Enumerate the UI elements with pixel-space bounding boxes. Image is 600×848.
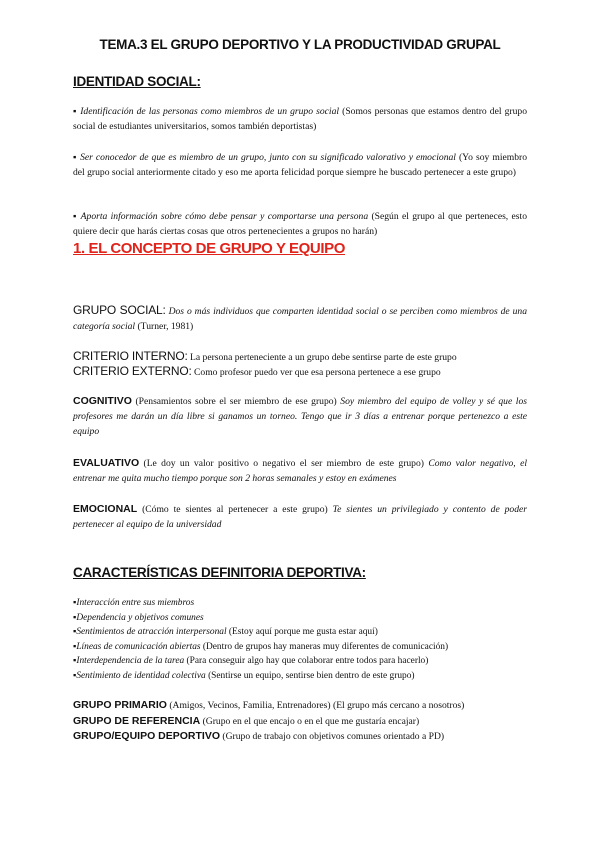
- caracteristicas-heading: CARACTERÍSTICAS DEFINITORIA DEPORTIVA:: [73, 565, 366, 580]
- identidad-item-2-rest: (Yo soy miembro del grupo social anteriormente citado y eso me aporta felicidad porque siempre he buscado pertenecer a este grupo): [73, 152, 527, 178]
- identidad-item-1-italic: Identificación de las personas como miembros de un grupo social: [80, 106, 340, 117]
- bullet: ▪: [73, 152, 78, 163]
- criterio-externo-text: Como profesor puedo ver que esa persona pertenece a ese grupo: [191, 367, 441, 378]
- grupo-social-definition: [73, 303, 527, 334]
- document-title: TEMA.3 EL GRUPO DEPORTIVO Y LA PRODUCTIVIDAD GRUPAL: [99, 37, 501, 52]
- list-item: ▪ Interdependencia de la tarea (Para conseguir algo hay que colaborar entre todos para hacerlo): [73, 654, 448, 669]
- emocional-label: EMOCIONAL: [73, 503, 138, 515]
- list-item: ▪ Sentimientos de atracción interpersonal (Estoy aquí porque me gusta estar aquí): [73, 625, 448, 640]
- list-item: ▪ Sentimiento de identidad colectiva (Sentirse un equipo, sentirse bien dentro de este grupo): [73, 669, 448, 684]
- cognitivo-italic: Soy miembro del equipo de volley y sé que los profesores me darán un día libre si ganamos un torneo. Tengo que ir 3 días a entrenar porque pertenezco a este equipo: [73, 396, 527, 437]
- criterio-interno-label: CRITERIO INTERNO:: [73, 349, 188, 363]
- grupo-social-rest: (Turner, 1981): [135, 321, 194, 332]
- grupo-social-label: GRUPO SOCIAL:: [73, 303, 166, 317]
- emocional-text: (Cómo te sientes al pertenecer a este grupo): [137, 504, 333, 515]
- emocional-italic: Te sientes un privilegiado y contento de poder pertenecer al equipo de la universidad: [73, 504, 527, 530]
- list-item: ▪ Interacción entre sus miembros: [73, 596, 448, 611]
- identidad-item-1-rest: (Somos personas que estamos dentro del grupo social de estudiantes universitarios, somos también deportistas): [73, 106, 528, 132]
- identidad-item-2-italic: Ser conocedor de que es miembro de un grupo, junto con su significado valorativo y emocional: [80, 152, 456, 163]
- evaluativo-text: (Le doy un valor positivo o negativo el ser miembro de este grupo): [139, 458, 429, 469]
- identidad-item-3-italic: Aporta información sobre cómo debe pensar y comportarse una persona: [80, 211, 369, 222]
- evaluativo-label: EVALUATIVO: [73, 457, 140, 469]
- criterio-interno: [73, 349, 533, 365]
- caracteristicas-list: [73, 596, 448, 684]
- group-type-deportivo: GRUPO/EQUIPO DEPORTIVO (Grupo de trabajo con objetivos comunes orientado a PD): [73, 730, 445, 742]
- identidad-item-3: [73, 209, 527, 239]
- identidad-item-2: [73, 150, 527, 180]
- cognitivo-block: [73, 394, 527, 439]
- criterio-interno-text: La persona perteneciente a un grupo debe sentirse parte de este grupo: [187, 352, 457, 363]
- evaluativo-italic: Como valor negativo, el entrenar me quita mucho tiempo porque son 2 horas semanales y estoy en exámenes: [73, 458, 527, 484]
- group-type-referencia: GRUPO DE REFERENCIA (Grupo en el que encajo o en el que me gustaría encajar): [73, 714, 420, 727]
- group-type-primario: GRUPO PRIMARIO (Amigos, Vecinos, Familia, Entrenadores) (El grupo más cercano a nosotros): [73, 699, 465, 711]
- identidad-item-1: [73, 104, 527, 134]
- list-item: ▪ Dependencia y objetivos comunes: [73, 611, 448, 626]
- identidad-heading: IDENTIDAD SOCIAL:: [73, 74, 201, 89]
- identidad-item-3-rest: (Según el grupo al que perteneces, esto quiere decir que harás ciertas cosas que otros pertenecientes a grupos no harán): [73, 211, 527, 237]
- emocional-block: [73, 502, 527, 532]
- bullet: ▪: [73, 106, 78, 117]
- criterio-externo: [73, 364, 533, 380]
- bullet: ▪: [73, 211, 78, 222]
- evaluativo-block: [73, 456, 527, 486]
- criterio-externo-label: CRITERIO EXTERNO:: [73, 364, 192, 378]
- list-item: ▪ Líneas de comunicación abiertas (Dentro de grupos hay maneras muy diferentes de comunicación): [73, 640, 448, 655]
- group-types: [73, 698, 464, 745]
- concepto-heading: 1. EL CONCEPTO DE GRUPO Y EQUIPO: [73, 240, 345, 257]
- cognitivo-label: COGNITIVO: [73, 395, 132, 407]
- cognitivo-text: (Pensamientos sobre el ser miembro de ese grupo): [131, 396, 341, 407]
- grupo-social-italic: Dos o más individuos que comparten identidad social o se perciben como miembros de una categoría social: [73, 306, 527, 332]
